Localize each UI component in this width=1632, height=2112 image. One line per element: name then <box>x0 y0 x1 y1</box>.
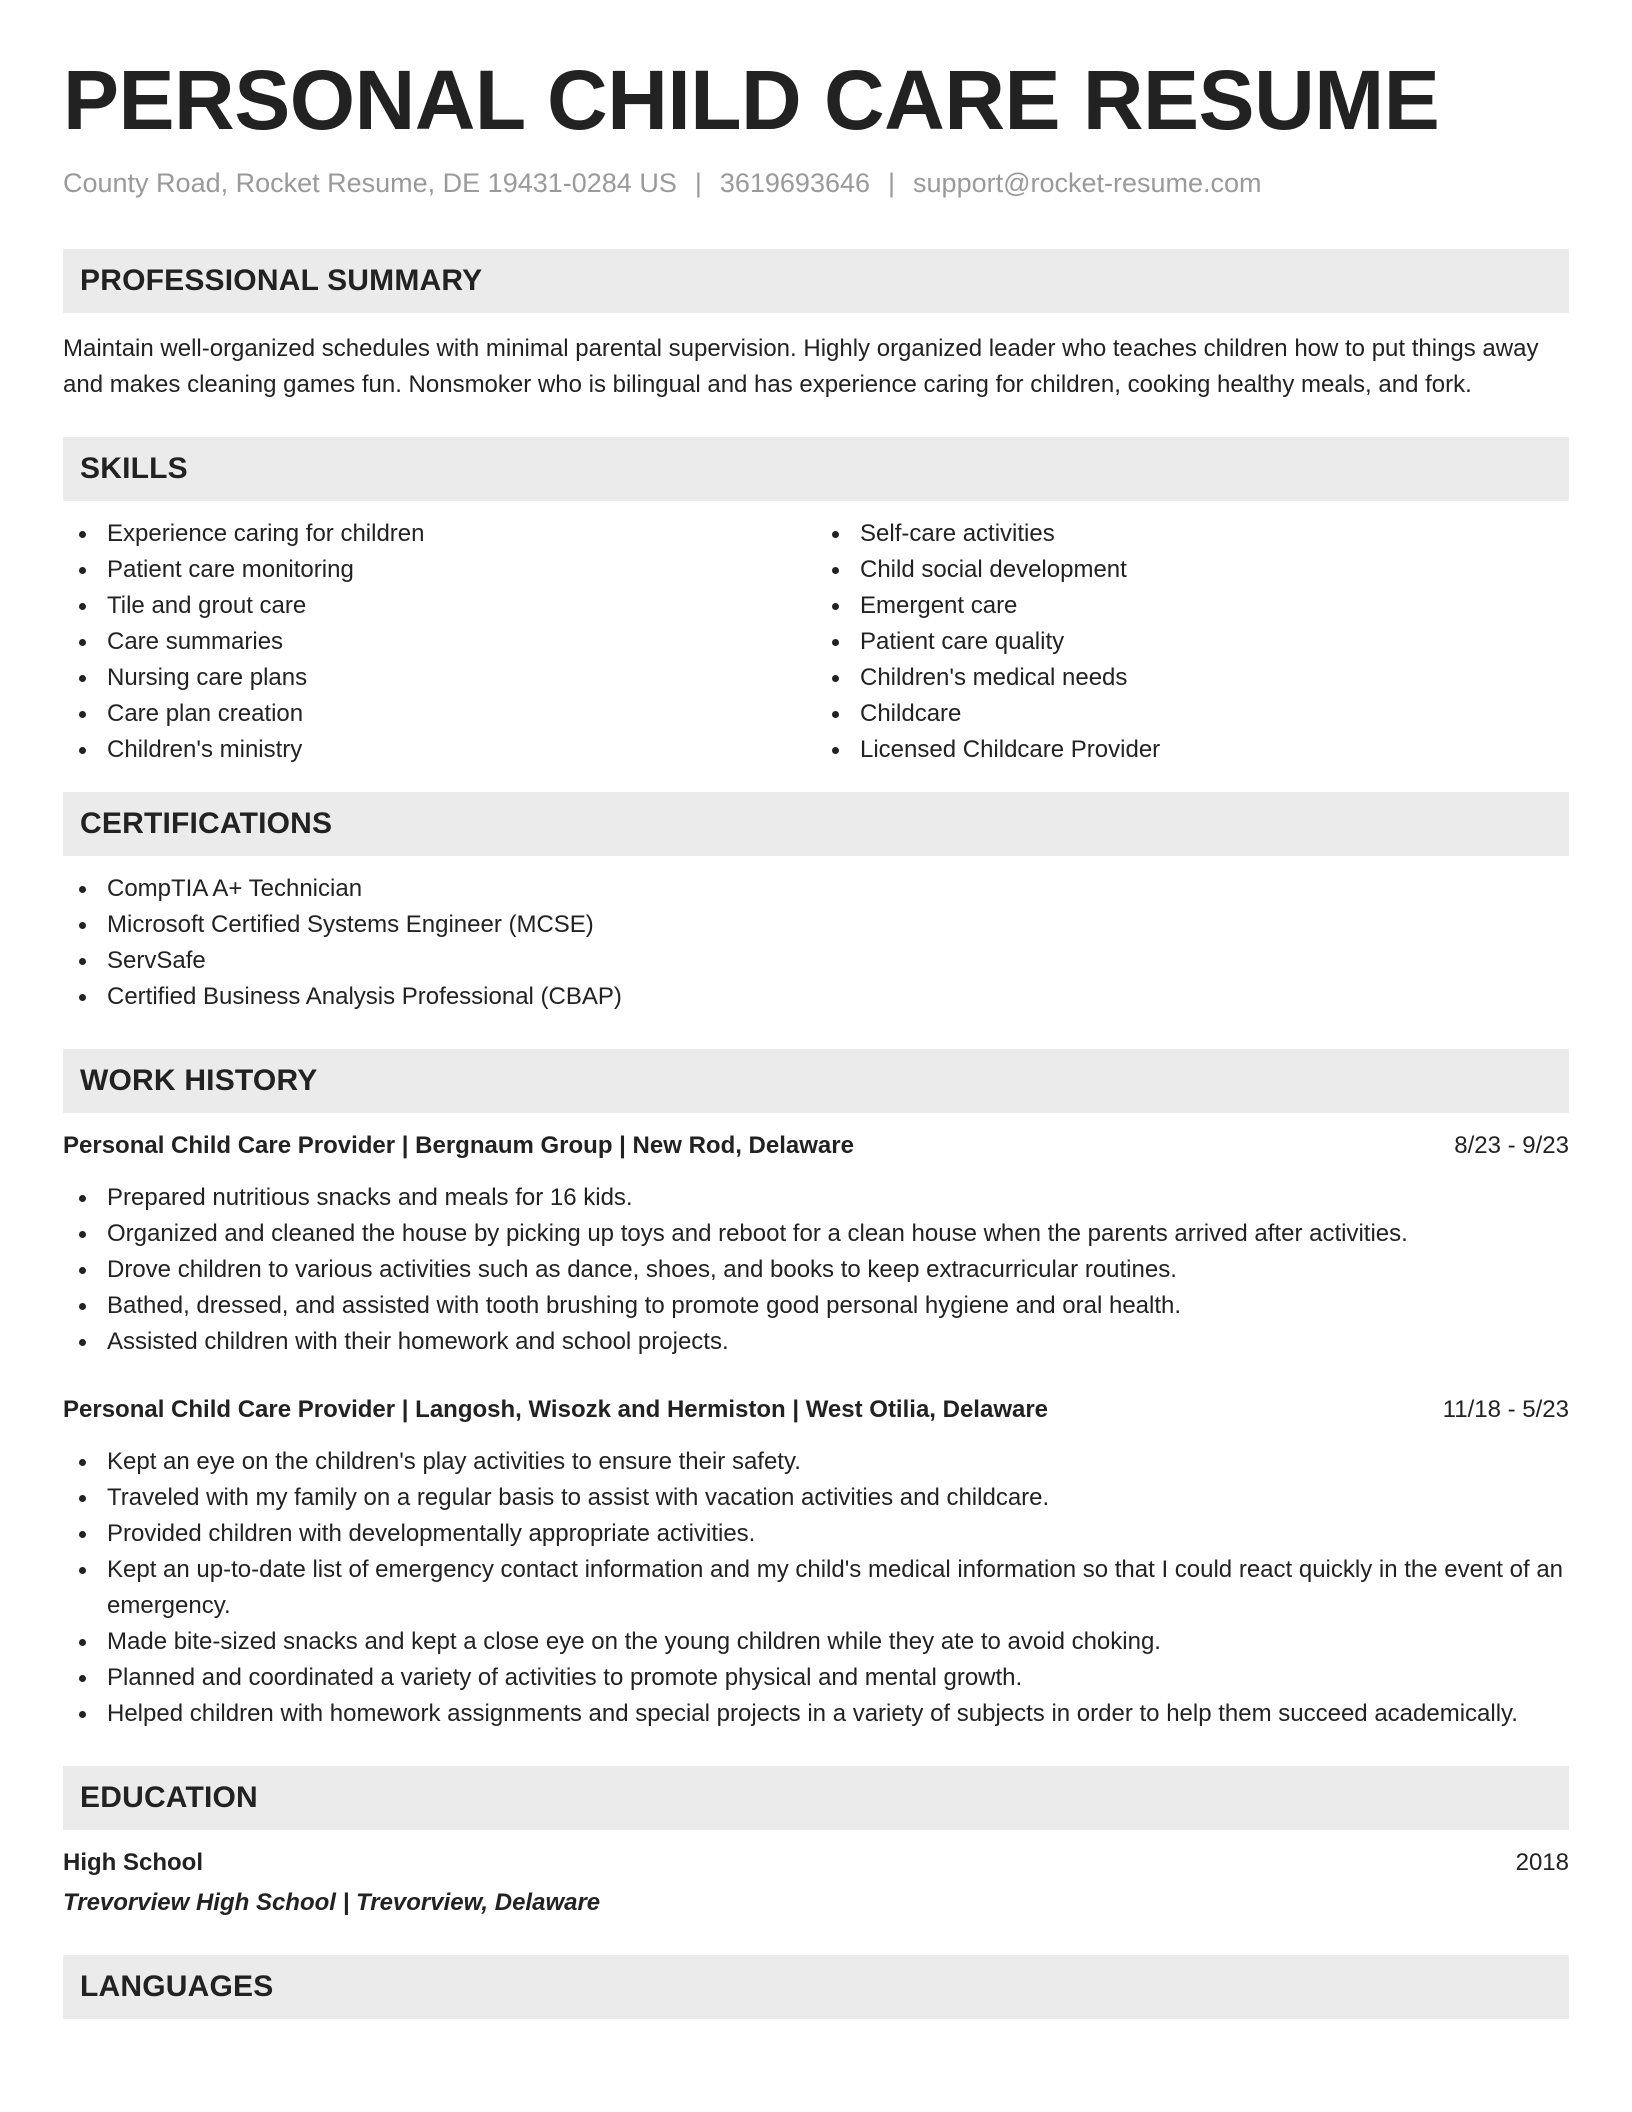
skills-list-left <box>63 516 816 768</box>
job-bullet: Prepared nutritious snacks and meals for 16 kids. <box>63 1180 1569 1216</box>
skills-column-right <box>816 516 1569 768</box>
resume-title: PERSONAL CHILD CARE RESUME <box>63 53 1440 147</box>
certification-item: ServSafe <box>63 943 1569 979</box>
job-bullets <box>63 1444 1569 1732</box>
education-entry <box>63 1845 1569 1921</box>
job-bullet: Bathed, dressed, and assisted with tooth brushing to promote good personal hygiene and oral health. <box>63 1288 1569 1324</box>
education-year: 2018 <box>1515 1849 1569 1876</box>
skill-item: Children's medical needs <box>816 660 1569 696</box>
job-bullet: Provided children with developmentally appropriate activities. <box>63 1516 1569 1552</box>
contact-email: support@rocket-resume.com <box>913 168 1262 198</box>
contact-address: County Road, Rocket Resume, DE 19431-0284 US <box>63 168 677 198</box>
skills-column-left <box>63 516 816 768</box>
skill-item: Licensed Childcare Provider <box>816 732 1569 768</box>
job-dates: 11/18 - 5/23 <box>1442 1396 1569 1423</box>
job-entry <box>63 1128 1569 1360</box>
job-header <box>63 1392 1569 1428</box>
skill-item: Children's ministry <box>63 732 816 768</box>
contact-separator: | <box>888 168 896 198</box>
contact-separator: | <box>694 168 702 198</box>
section-header-work-history: WORK HISTORY <box>63 1049 1569 1113</box>
skill-item: Tile and grout care <box>63 588 816 624</box>
skill-item: Emergent care <box>816 588 1569 624</box>
section-header-education: EDUCATION <box>63 1766 1569 1830</box>
skill-item: Patient care quality <box>816 624 1569 660</box>
education-school: Trevorview High School | Trevorview, Delaware <box>63 1889 601 1916</box>
job-dates: 8/23 - 9/23 <box>1454 1132 1569 1159</box>
job-bullet: Traveled with my family on a regular basis to assist with vacation activities and childcare. <box>63 1480 1569 1516</box>
job-title: Personal Child Care Provider | Bergnaum Group | New Rod, Delaware <box>63 1132 854 1159</box>
section-header-summary: PROFESSIONAL SUMMARY <box>63 249 1569 313</box>
skill-item: Experience caring for children <box>63 516 816 552</box>
job-entry <box>63 1392 1569 1732</box>
job-bullet: Kept an up-to-date list of emergency contact information and my child's medical information so that I could react quickly in the event of an emergency. <box>63 1552 1569 1624</box>
contact-line <box>63 168 1569 199</box>
skill-item: Childcare <box>816 696 1569 732</box>
skills-list-right <box>816 516 1569 768</box>
skills-grid <box>63 516 1569 768</box>
skill-item: Care summaries <box>63 624 816 660</box>
section-header-certifications: CERTIFICATIONS <box>63 792 1569 856</box>
certifications-list <box>63 871 1569 1015</box>
job-bullets <box>63 1180 1569 1360</box>
job-bullet: Drove children to various activities such as dance, shoes, and books to keep extracurricular routines. <box>63 1252 1569 1288</box>
job-bullet: Assisted children with their homework and school projects. <box>63 1324 1569 1360</box>
skill-item: Nursing care plans <box>63 660 816 696</box>
job-bullet: Kept an eye on the children's play activities to ensure their safety. <box>63 1444 1569 1480</box>
education-header <box>63 1845 1569 1881</box>
skill-item: Patient care monitoring <box>63 552 816 588</box>
job-bullet: Made bite-sized snacks and kept a close eye on the young children while they ate to avoid choking. <box>63 1624 1569 1660</box>
skill-item: Self-care activities <box>816 516 1569 552</box>
skill-item: Care plan creation <box>63 696 816 732</box>
job-bullet: Organized and cleaned the house by picking up toys and reboot for a clean house when the parents arrived after activities. <box>63 1216 1569 1252</box>
skill-item: Child social development <box>816 552 1569 588</box>
summary-text: Maintain well-organized schedules with minimal parental supervision. Highly organized leader who teaches children how to put things away and makes cleaning games fun. Nonsmoker who is bilingual and has experience caring for children, cooking healthy meals, and fork. <box>63 335 1539 398</box>
job-bullet: Helped children with homework assignments and special projects in a variety of subjects in order to help them succeed academically. <box>63 1696 1569 1732</box>
certification-item: CompTIA A+ Technician <box>63 871 1569 907</box>
section-header-languages: LANGUAGES <box>63 1955 1569 2019</box>
certification-item: Certified Business Analysis Professional (CBAP) <box>63 979 1569 1015</box>
job-bullet: Planned and coordinated a variety of activities to promote physical and mental growth. <box>63 1660 1569 1696</box>
certification-item: Microsoft Certified Systems Engineer (MCSE) <box>63 907 1569 943</box>
job-header <box>63 1128 1569 1164</box>
job-title: Personal Child Care Provider | Langosh, Wisozk and Hermiston | West Otilia, Delaware <box>63 1396 1049 1423</box>
education-degree: High School <box>63 1849 203 1876</box>
section-header-skills: SKILLS <box>63 437 1569 501</box>
contact-phone: 3619693646 <box>719 168 871 198</box>
